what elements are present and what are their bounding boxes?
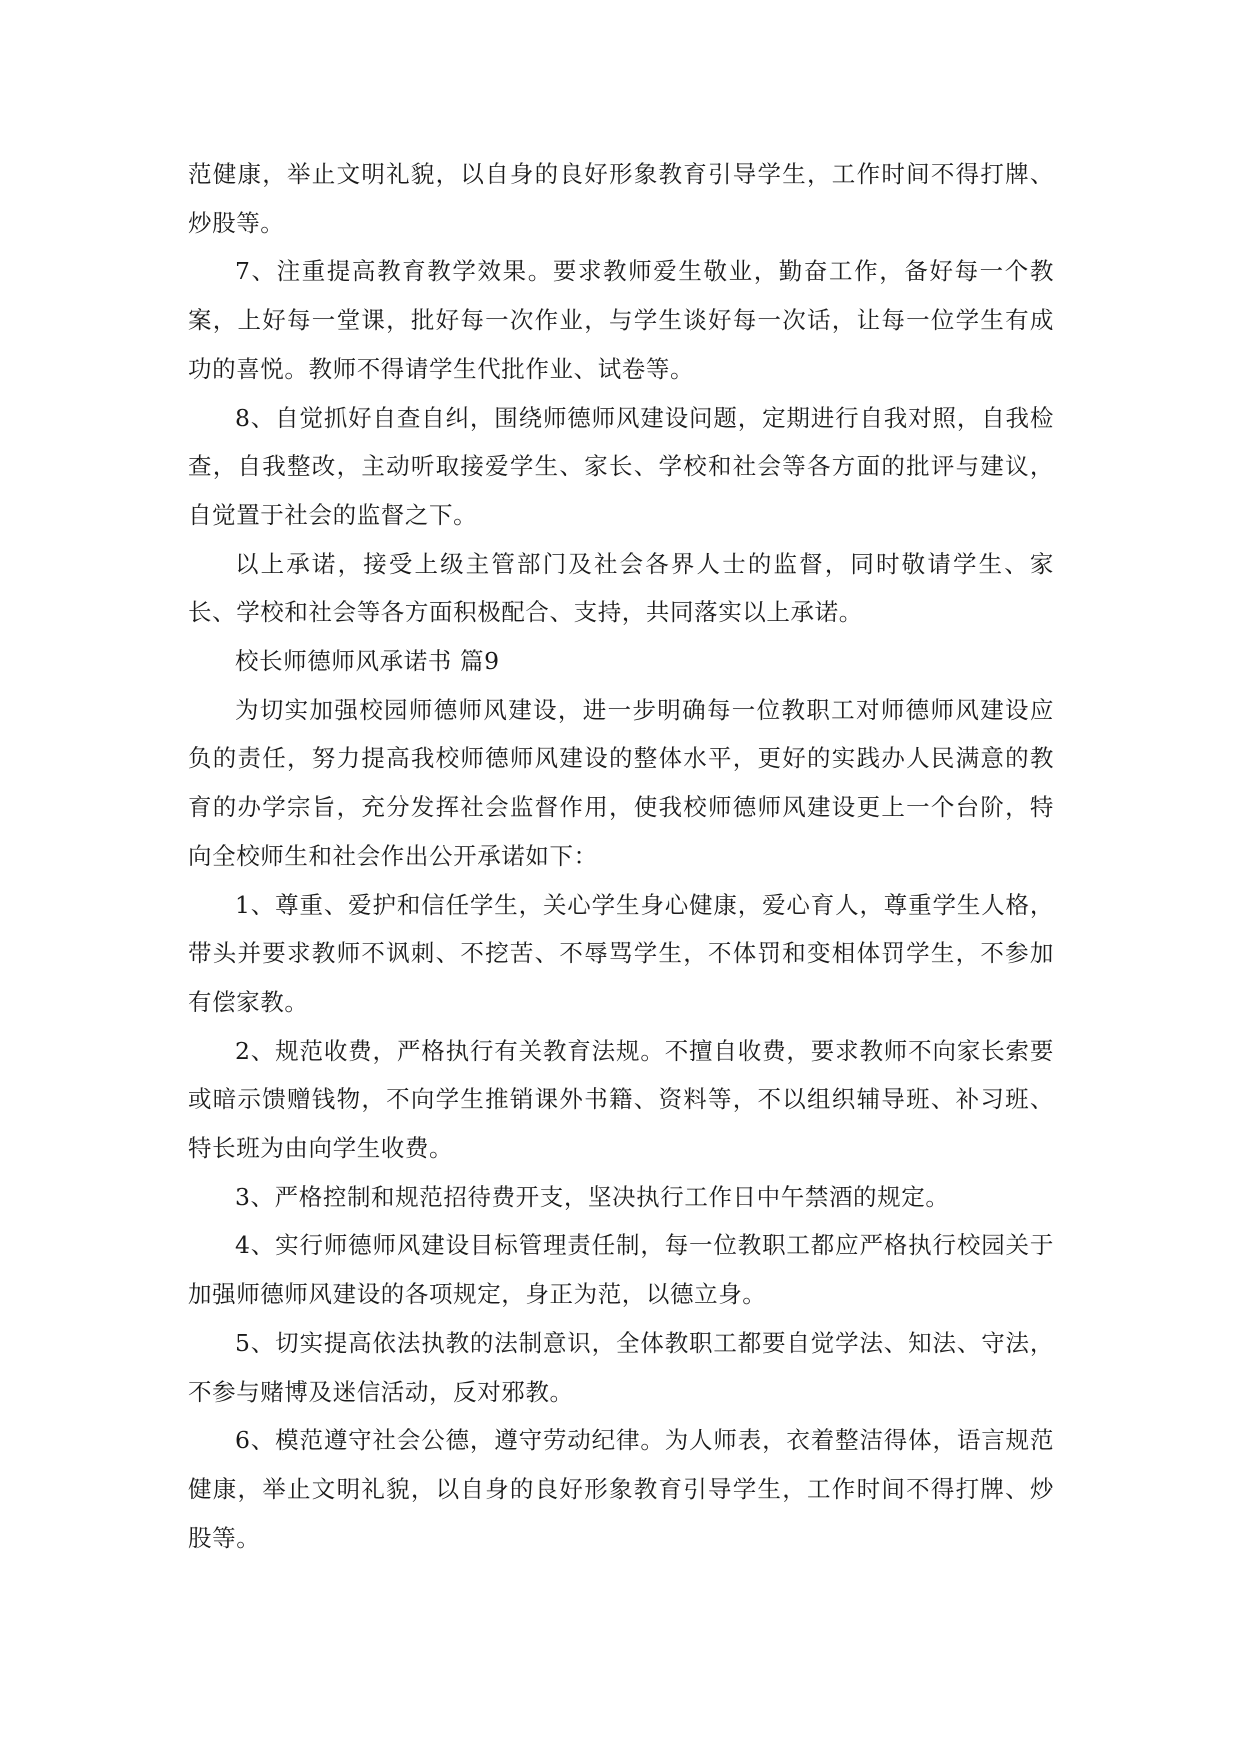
paragraph-intro: 为切实加强校园师德师风建设，进一步明确每一位教职工对师德师风建设应负的责任，努力提高我校师德师风建设的整体水平，更好的实践办人民满意的教育的办学宗旨，充分发挥社会监督作用，使我校师德师风建设更上一个台阶，特向全校师生和社会作出公开承诺如下：: [188, 695, 1054, 870]
paragraph-continuation: 范健康，举止文明礼貌，以自身的良好形象教育引导学生，工作时间不得打牌、炒股等。: [188, 160, 1054, 237]
section-title: 校长师德师风承诺书 篇9: [235, 647, 500, 676]
paragraph-item-7: 7、注重提高教育教学效果。要求教师爱生敬业，勤奋工作，备好每一个教案，上好每一堂课，批好每一次作业，与学生谈好每一次话，让每一位学生有成功的喜悦。教师不得请学生代批作业、试卷等。: [188, 257, 1054, 383]
paragraph-item-3: 3、严格控制和规范招待费开支，坚决执行工作日中午禁酒的规定。: [235, 1182, 950, 1211]
paragraph-item-2: 2、规范收费，严格执行有关教育法规。不擅自收费，要求教师不向家长索要或暗示馈赠钱物，不向学生推销课外书籍、资料等，不以组织辅导班、补习班、特长班为由向学生收费。: [188, 1036, 1054, 1163]
paragraph-closing: 以上承诺，接受上级主管部门及社会各界人士的监督，同时敬请学生、家长、学校和社会等各方面积极配合、支持，共同落实以上承诺。: [188, 549, 1054, 627]
paragraph-item-8: 8、自觉抓好自查自纠，围绕师德师风建设问题，定期进行自我对照，自我检查，自我整改，主动听取接爱学生、家长、学校和社会等各方面的批评与建议，自觉置于社会的监督之下。: [188, 403, 1054, 529]
paragraph-item-5: 5、切实提高依法执教的法制意识，全体教职工都要自觉学法、知法、守法，不参与赌博及迷信活动，反对邪教。: [188, 1328, 1054, 1406]
document-body: [188, 150, 1054, 1562]
paragraph-item-6: 6、模范遵守社会公德，遵守劳动纪律。为人师表，衣着整洁得体，语言规范健康，举止文明礼貌，以自身的良好形象教育引导学生，工作时间不得打牌、炒股等。: [188, 1426, 1054, 1552]
paragraph-item-1: 1、尊重、爱护和信任学生，关心学生身心健康，爱心育人，尊重学生人格，带头并要求教师不讽刺、不挖苦、不辱骂学生，不体罚和变相体罚学生，不参加有偿家教。: [188, 890, 1054, 1016]
paragraph-item-4: 4、实行师德师风建设目标管理责任制，每一位教职工都应严格执行校园关于加强师德师风建设的各项规定，身正为范，以德立身。: [188, 1231, 1054, 1309]
